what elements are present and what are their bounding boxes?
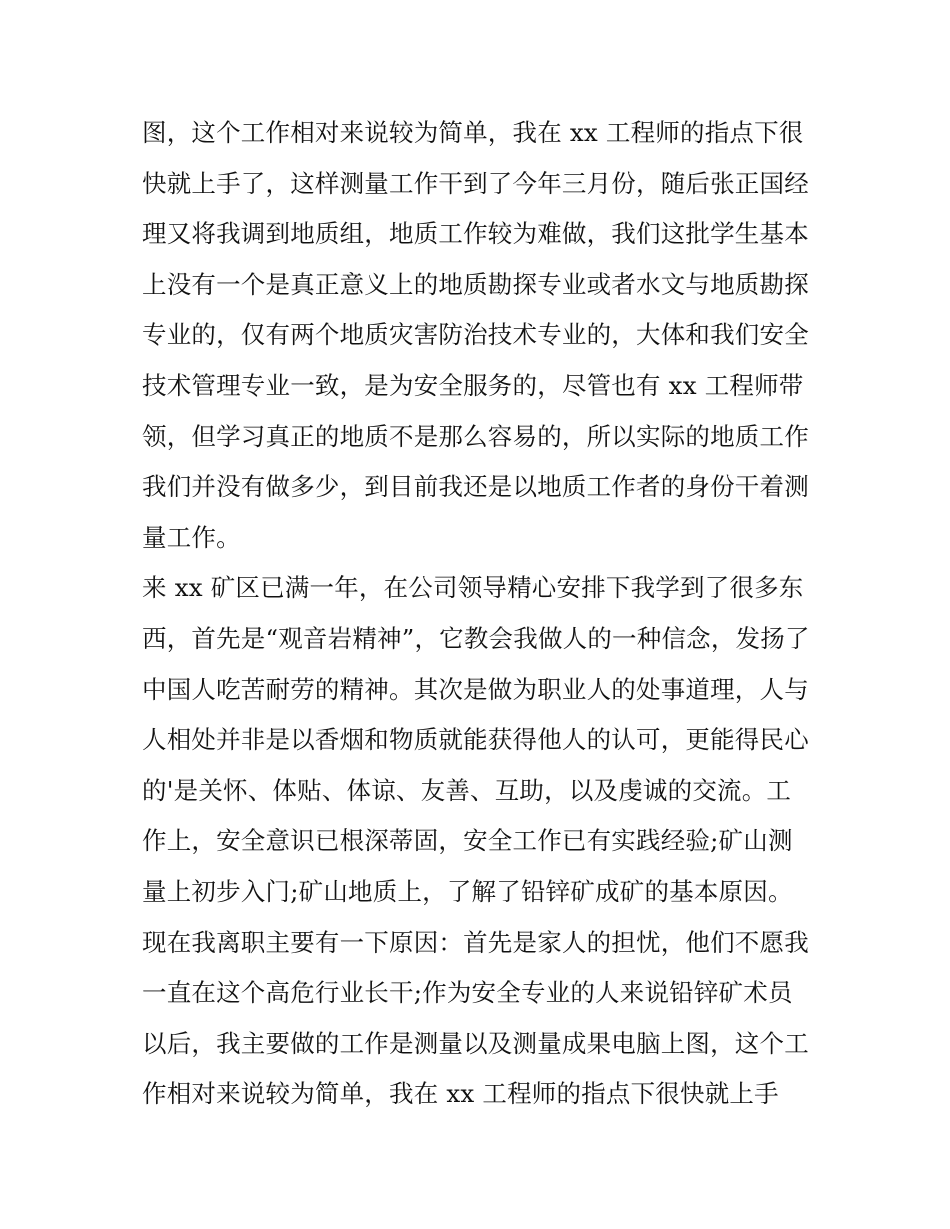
document-body [142,108,822,1120]
text-line: 的'是关怀、体贴、体谅、友善、互助，以及虔诚的交流。工 [142,775,792,805]
text-line: 来 xx 矿区已满一年，在公司领导精心安排下我学到了很多东 [142,573,804,603]
text-line: 作相对来说较为简单，我在 xx 工程师的指点下很快就上手 [142,1079,779,1109]
text-line: 领，但学习真正的地质不是那么容易的，所以实际的地质工作 [142,421,809,451]
text-line: 快就上手了，这样测量工作干到了今年三月份，随后张正国经 [142,168,809,198]
text-line: 上没有一个是真正意义上的地质勘探专业或者水文与地质勘探 [142,269,809,299]
text-line: 西，首先是“观音岩精神”，它教会我做人的一种信念，发扬了 [142,623,810,653]
text-line: 我们并没有做多少，到目前我还是以地质工作者的身份干着测 [142,472,809,502]
text-line: 量上初步入门;矿山地质上，了解了铅锌矿成矿的基本原因。 [142,876,793,906]
text-line: 人相处并非是以香烟和物质就能获得他人的认可，更能得民心 [142,725,809,755]
text-line: 中国人吃苦耐劳的精神。其次是做为职业人的处事道理，人与 [142,674,809,704]
text-line: 作上，安全意识已根深蒂固，安全工作已有实践经验;矿山测 [142,826,793,856]
text-line: 理又将我调到地质组，地质工作较为难做，我们这批学生基本 [142,219,809,249]
text-line: 一直在这个高危行业长干;作为安全专业的人来说铅锌矿术员 [142,978,793,1008]
text-line: 技术管理专业一致，是为安全服务的，尽管也有 xx 工程师带 [142,370,804,400]
text-line: 图，这个工作相对来说较为简单，我在 xx 工程师的指点下很 [142,118,804,147]
text-line: 量工作。 [142,522,241,552]
text-line: 以后，我主要做的工作是测量以及测量成果电脑上图，这个工 [142,1028,809,1058]
text-line: 专业的，仅有两个地质灾害防治技术专业的，大体和我们安全 [142,320,809,350]
text-line: 现在我离职主要有一下原因：首先是家人的担忧，他们不愿我 [142,927,809,957]
